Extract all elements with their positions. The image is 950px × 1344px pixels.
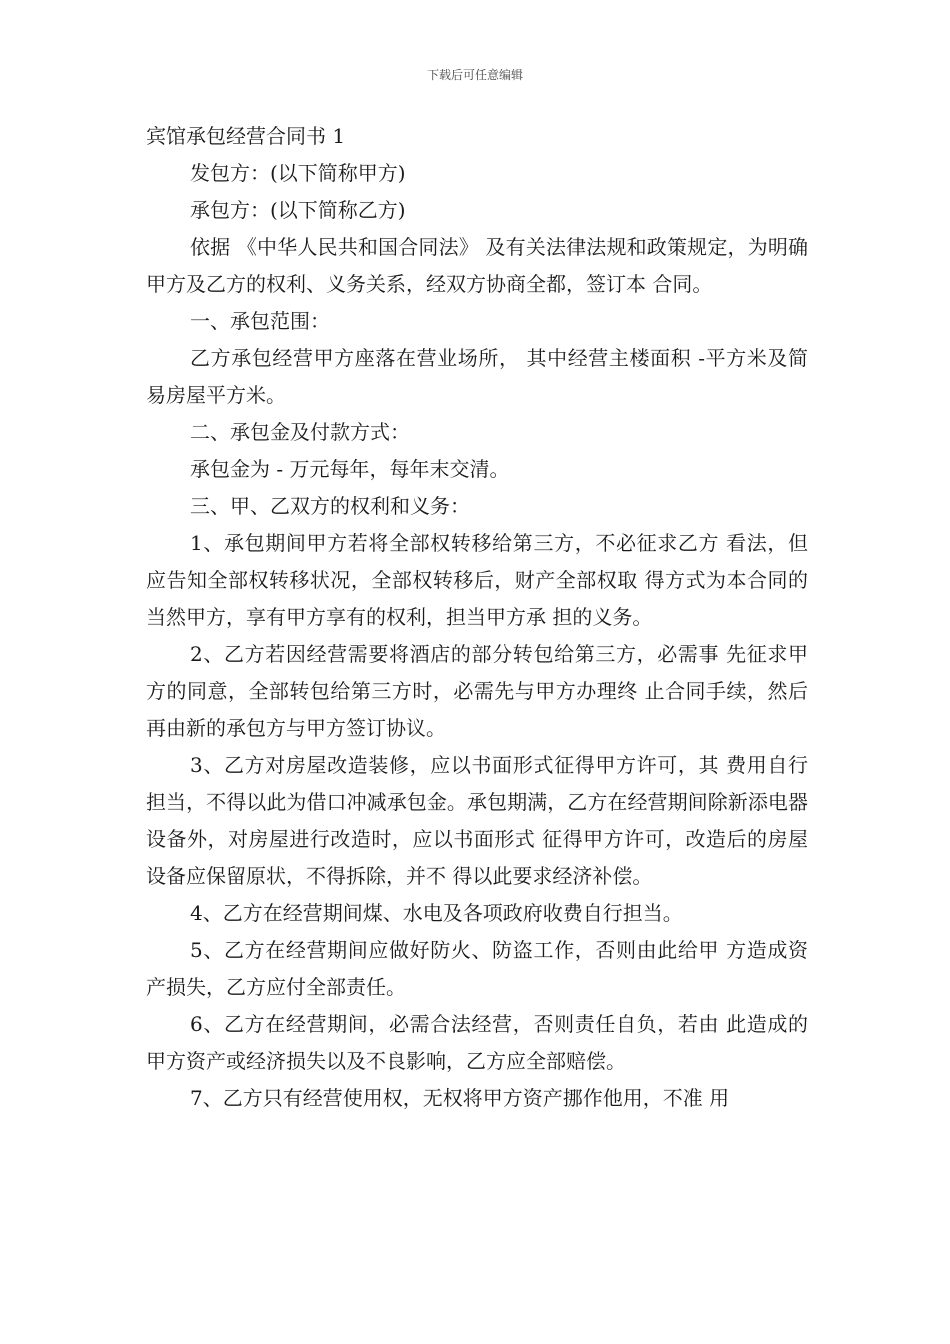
clause-2: 2、乙方若因经营需要将酒店的部分转包给第三方，必需事 先征求甲方的同意，全部转包给第三方时，必需先与甲方办理终 止合同手续，然后再由新的承包方与甲方签订协议。 [146,642,808,740]
paragraph-payment: 承包金为 - 万元每年，每年末交清。 [190,457,510,481]
section-heading-rights: 三、甲、乙双方的权利和义务： [190,494,470,518]
document-title: 宾馆承包经营合同书 1 [146,124,346,148]
document-body [146,118,808,1117]
clause-6: 6、乙方在经营期间，必需合法经营，否则责任自负，若由 此造成的甲方资产或经济损失以及不良影响，乙方应全部赔偿。 [146,1012,808,1073]
clause-7: 7、乙方只有经营使用权，无权将甲方资产挪作他用，不准 用 [190,1086,730,1110]
paragraph-scope: 乙方承包经营甲方座落在营业场所， 其中经营主楼面积 -平方米及简易房屋平方米。 [146,346,808,407]
clause-5: 5、乙方在经营期间应做好防火、防盗工作，否则由此给甲 方造成资产损失，乙方应付全部责任。 [146,938,808,999]
section-heading-payment: 二、承包金及付款方式： [190,420,410,444]
clause-4: 4、乙方在经营期间煤、水电及各项政府收费自行担当。 [190,901,683,925]
paragraph-basis: 依据 《中华人民共和国合同法》 及有关法律法规和政策规定，为明确甲方及乙方的权利、义务关系，经双方协商全都，签订本 合同。 [146,235,808,296]
clause-1: 1、承包期间甲方若将全部权转移给第三方，不必征求乙方 看法，但应告知全部权转移状况，全部权转移后，财产全部权取 得方式为本合同的当然甲方，享有甲方享有的权利，担当甲方承 担的义务。 [146,531,808,629]
paragraph-party-a: 发包方：(以下简称甲方) [190,161,406,185]
section-heading-scope: 一、承包范围： [190,309,330,333]
paragraph-party-b: 承包方：(以下简称乙方) [190,198,406,222]
clause-3: 3、乙方对房屋改造装修，应以书面形式征得甲方许可，其 费用自行担当，不得以此为借口冲减承包金。承包期满，乙方在经营期间除新添电器设备外，对房屋进行改造时，应以书面形式 征得甲方许可，改造后的房屋设备应保留原状，不得拆除，并不 得以此要求经济补偿。 [146,753,808,888]
page-header: 下载后可任意编辑 [426,68,523,82]
